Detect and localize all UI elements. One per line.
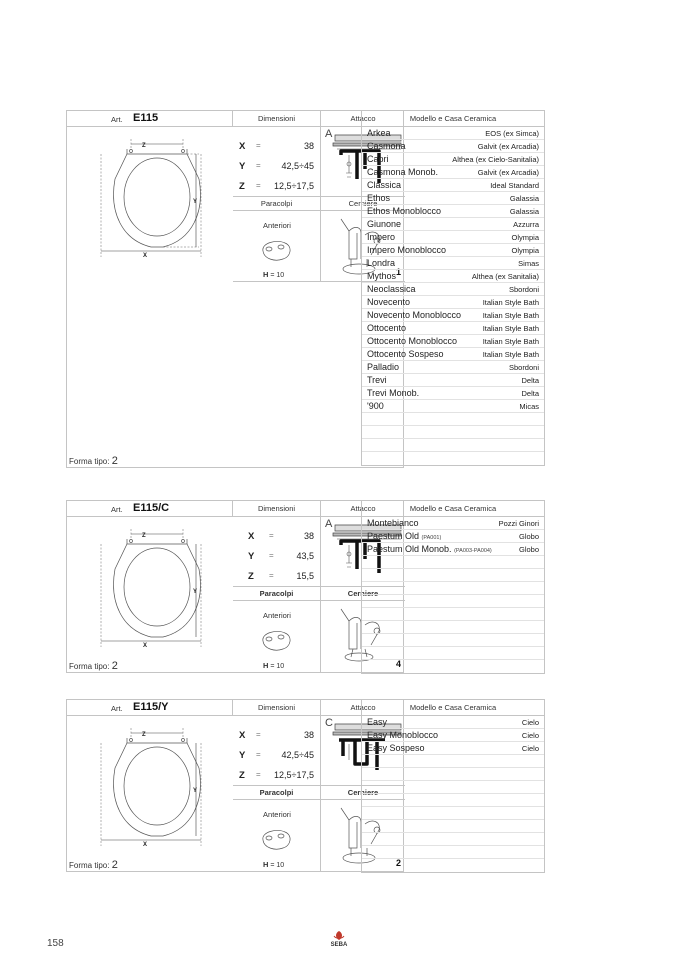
empty-row [362,768,544,781]
empty-row [362,439,544,452]
dim-x-label: X [239,730,246,741]
svg-text:Z: Z [142,732,146,738]
paracolpi-header: Paracolpi [233,786,321,800]
model-row [362,153,544,166]
model-brand: Delta [521,389,539,398]
empty-row [362,833,544,846]
svg-text:Y: Y [193,199,198,205]
model-name: Mythos [367,271,397,281]
seba-logo [327,930,351,950]
models-table-e115c [361,500,545,674]
spec-table [66,699,404,872]
forma-value: 2 [111,660,118,672]
model-brand: Galassia [509,207,539,216]
model-code: (PA001) [421,535,442,541]
paracolpi-cell [233,800,321,872]
h-value [263,270,284,279]
attacco-letter: C [325,717,333,729]
seat-drawing [67,127,233,467]
model-brand: Sbordoni [508,285,539,294]
model-row [362,127,544,140]
dim-y-value: 43,5 [296,551,314,561]
anteriori-label: Anteriori [263,221,291,230]
dim-x-value: 38 [303,730,314,740]
forma-label: Forma tipo: [69,457,110,466]
model-brand: Delta [521,376,539,385]
model-row [362,283,544,296]
model-brand: EOS (ex Simca) [485,129,539,138]
dim-z-label: Z [239,770,245,781]
empty-row [362,807,544,820]
model-name: Paestum Old [367,531,420,541]
dim-x-label: X [239,141,246,152]
dim-y-value: 42,5÷45 [281,161,314,171]
models-list [362,517,544,673]
equals: = [269,571,274,580]
cerniere-header: Cerniere [321,197,405,211]
model-row [362,296,544,309]
empty-row [362,820,544,833]
toilet-seat-diagram [67,517,233,657]
toilet-seat-diagram [67,127,233,267]
empty-row [362,426,544,439]
model-brand: Olympia [511,233,539,242]
paracolpi-header: Paracolpi [233,587,321,601]
model-brand: Italian Style Bath [482,324,539,333]
empty-row [362,582,544,595]
cerniere-number: 1 [395,267,401,277]
models-header: Modello e Casa Ceramica [362,700,544,716]
forma-tipo [69,455,118,467]
dim-z-value: 15,5 [296,571,314,581]
forma-tipo [69,660,118,672]
svg-text:Z: Z [142,143,146,149]
model-brand: Althea (ex Sanitalia) [471,272,539,281]
dimensioni-header: Dimensioni [233,501,321,517]
dim-z-label: Z [239,181,245,192]
models-table-e115y [361,699,545,873]
anteriori-label: Anteriori [263,611,291,620]
equals: = [256,730,261,739]
svg-text:Y: Y [193,589,198,595]
dim-y-label: Y [248,551,255,562]
empty-row [362,660,544,673]
model-row [362,166,544,179]
model-row [362,309,544,322]
model-brand: Althea (ex Cielo-Sanitalia) [452,155,539,164]
attacco-header: Attacco [321,700,405,716]
svg-text:X: X [143,643,148,649]
model-name: Capri [367,154,389,164]
anteriori-label: Anteriori [263,810,291,819]
model-brand: Italian Style Bath [482,337,539,346]
article-code: E115 [133,112,159,124]
model-row [362,257,544,270]
dimensioni-header: Dimensioni [233,700,321,716]
page-number: 158 [47,938,64,949]
empty-row [362,608,544,621]
model-name: Novecento Monoblocco [367,310,462,320]
models-table-e115 [361,110,545,466]
h-value [263,860,284,869]
model-name: Easy Sospeso [367,743,425,753]
dimensions-cell [233,517,321,587]
dim-z-value: 12,5÷17,5 [274,181,314,191]
article-prefix: Art. [111,115,123,124]
article-cell [67,111,233,127]
empty-row [362,595,544,608]
empty-row [362,859,544,872]
equals: = [256,770,261,779]
brand-name: SEBA [330,942,348,948]
dim-x-row [233,141,321,155]
dimensions-cell [233,716,321,786]
dim-y-row [233,161,321,175]
model-row [362,179,544,192]
dim-x-row [233,730,321,744]
empty-row [362,621,544,634]
dim-y-row [233,551,321,565]
model-name: Neoclassica [367,284,416,294]
model-brand: Italian Style Bath [482,298,539,307]
seat-drawing [67,517,233,672]
dim-z-label: Z [248,571,254,582]
forma-value: 2 [111,455,118,467]
dim-z-row [233,181,321,195]
model-name: Novecento [367,297,411,307]
model-brand: Azzurra [513,220,539,229]
equals: = [256,181,261,190]
cerniere-number: 4 [395,659,401,669]
model-brand: Galvit (ex Arcadia) [477,168,539,177]
model-name: Easy Monoblocco [367,730,439,740]
model-name: Londra [367,258,396,268]
model-row [362,244,544,257]
empty-row [362,781,544,794]
model-row [362,231,544,244]
dim-x-row [233,531,321,545]
model-name-wrap [367,544,492,554]
model-name: Easy [367,717,388,727]
cerniere-header: Cerniere [321,786,405,800]
article-prefix: Art. [111,505,123,514]
cerniere-header: Cerniere [321,587,405,601]
toilet-seat-diagram [67,716,233,856]
model-name: Giunone [367,219,402,229]
paracolpi-header: Paracolpi [233,197,321,211]
article-prefix: Art. [111,704,123,713]
attacco-header: Attacco [321,111,405,127]
model-row [362,530,544,543]
dim-x-label: X [248,531,255,542]
model-name: Arkea [367,128,391,138]
model-name: Montebianco [367,518,419,528]
article-cell [67,501,233,517]
model-name: Ottocento Sospeso [367,349,444,359]
model-row [362,322,544,335]
empty-row [362,452,544,465]
model-brand: Italian Style Bath [482,311,539,320]
model-row [362,205,544,218]
model-name: Trevi [367,375,387,385]
models-list [362,127,544,465]
models-header: Modello e Casa Ceramica [362,501,544,517]
model-name: Casmona [367,141,406,151]
attacco-letter: A [325,518,333,530]
model-brand: Olympia [511,246,539,255]
equals: = [269,551,274,560]
model-name: Ottocento Monoblocco [367,336,458,346]
model-row [362,348,544,361]
model-name: Trevi Monob. [367,388,420,398]
dim-z-value: 12,5÷17,5 [274,770,314,780]
model-row [362,387,544,400]
attacco-letter: A [325,128,333,140]
forma-label: Forma tipo: [69,662,110,671]
model-name: Impero Monoblocco [367,245,447,255]
dim-z-row [233,571,321,585]
model-row [362,361,544,374]
model-name: Impero [367,232,396,242]
model-row [362,742,544,755]
h-label: H [263,661,269,670]
dim-y-label: Y [239,750,246,761]
model-name: Ethos Monoblocco [367,206,442,216]
article-code: E115/Y [133,701,169,713]
empty-row [362,413,544,426]
dim-x-value: 38 [303,531,314,541]
model-brand: Ideal Standard [490,181,539,190]
model-row [362,140,544,153]
empty-row [362,634,544,647]
models-list [362,716,544,872]
model-name-wrap [367,531,441,541]
forma-label: Forma tipo: [69,861,110,870]
models-header: Modello e Casa Ceramica [362,111,544,127]
model-row [362,374,544,387]
dim-x-value: 38 [303,141,314,151]
model-row [362,192,544,205]
paracolpi-cell [233,601,321,673]
model-brand: Cielo [521,731,539,740]
model-name: Classica [367,180,402,190]
article-code: E115/C [133,502,170,514]
model-name: Ethos [367,193,391,203]
forma-tipo [69,859,118,871]
model-row [362,335,544,348]
seat-drawing [67,716,233,871]
model-brand: Pozzi Ginori [498,519,539,528]
model-brand: Micas [519,402,539,411]
equals: = [256,750,261,759]
paracolpi-cell [233,211,321,282]
svg-text:Z: Z [142,533,146,539]
model-brand: Galassia [509,194,539,203]
forma-value: 2 [111,859,118,871]
h-equals: = 10 [270,862,285,869]
empty-row [362,647,544,660]
model-name: Casmona Monob. [367,167,439,177]
model-brand: Cielo [521,744,539,753]
model-brand: Globo [518,545,539,554]
dim-y-row [233,750,321,764]
article-cell [67,700,233,716]
model-brand: Sbordoni [508,363,539,372]
model-name: Ottocento [367,323,407,333]
model-row [362,270,544,283]
svg-text:X: X [143,253,148,259]
model-row [362,517,544,530]
svg-text:Y: Y [193,788,198,794]
dim-y-value: 42,5÷45 [281,750,314,760]
h-equals: = 10 [270,663,285,670]
equals: = [269,531,274,540]
empty-row [362,556,544,569]
svg-text:X: X [143,842,148,848]
dimensioni-header: Dimensioni [233,111,321,127]
h-equals: = 10 [270,272,285,279]
h-label: H [263,860,269,869]
dim-z-row [233,770,321,784]
equals: = [256,161,261,170]
h-label: H [263,270,269,279]
model-row [362,543,544,556]
model-code: (PA003-PA004) [454,548,492,554]
model-brand: Galvit (ex Arcadia) [477,142,539,151]
model-row [362,716,544,729]
empty-row [362,846,544,859]
model-name: '900 [367,401,384,411]
cerniere-number: 2 [395,858,401,868]
model-row [362,729,544,742]
attacco-header: Attacco [321,501,405,517]
model-brand: Simas [518,259,539,268]
h-value [263,661,284,670]
model-row [362,400,544,413]
dimensions-cell [233,127,321,197]
equals: = [256,141,261,150]
empty-row [362,755,544,768]
spec-table [66,500,404,673]
model-brand: Italian Style Bath [482,350,539,359]
model-name: Palladio [367,362,400,372]
dim-y-label: Y [239,161,246,172]
model-row [362,218,544,231]
model-name: Paestum Old Monob. [367,544,452,554]
model-brand: Globo [518,532,539,541]
empty-row [362,569,544,582]
empty-row [362,794,544,807]
model-brand: Cielo [521,718,539,727]
